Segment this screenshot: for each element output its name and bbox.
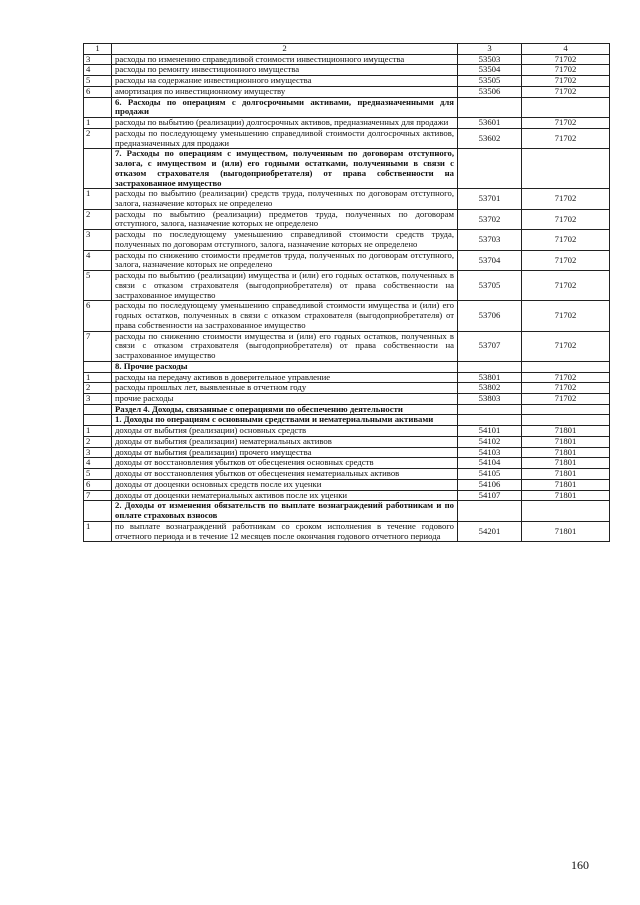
row-account-number: 71702 [522, 271, 610, 301]
row-symbol-code: 53702 [458, 209, 522, 229]
row-account-number: 71702 [522, 209, 610, 229]
header-col-symbol: 3 [458, 44, 522, 55]
row-symbol-code [458, 501, 522, 521]
row-symbol-code: 53703 [458, 230, 522, 250]
row-symbol-code: 53701 [458, 189, 522, 209]
row-account-number: 71801 [522, 521, 610, 541]
table-row [84, 128, 610, 148]
section-heading-text: 2. Доходы от изменения обязательств по выплате вознаграждений работникам и по оплате страховых взносов [112, 501, 458, 521]
table-row [84, 118, 610, 129]
row-description: доходы от восстановления убытков от обесценения нематериальных активов [112, 469, 458, 480]
row-symbol-code: 53705 [458, 271, 522, 301]
row-description: расходы на содержание инвестиционного имущества [112, 76, 458, 87]
row-number [84, 361, 112, 372]
row-number: 5 [84, 271, 112, 301]
row-number: 6 [84, 86, 112, 97]
row-account-number: 71702 [522, 372, 610, 383]
row-number: 1 [84, 426, 112, 437]
row-description: расходы по снижению стоимости предметов труда, полученных по договорам отступного, залога, назначение которых не определено [112, 250, 458, 270]
row-symbol-code: 53707 [458, 331, 522, 361]
row-account-number: 71702 [522, 230, 610, 250]
row-description: расходы прошлых лет, выявленные в отчетном году [112, 383, 458, 394]
section-heading-row [84, 149, 610, 189]
row-number: 1 [84, 372, 112, 383]
row-description: прочие расходы [112, 393, 458, 404]
row-symbol-code [458, 404, 522, 415]
row-symbol-code: 53704 [458, 250, 522, 270]
page-number: 160 [571, 858, 589, 872]
table-body [84, 44, 610, 542]
row-symbol-code: 53503 [458, 54, 522, 65]
row-symbol-code: 53802 [458, 383, 522, 394]
row-description: доходы от восстановления убытков от обесценения основных средств [112, 458, 458, 469]
row-description: доходы от выбытия (реализации) прочего имущества [112, 447, 458, 458]
row-account-number: 71702 [522, 383, 610, 394]
section-heading-text: 7. Расходы по операциям с имуществом, полученным по договорам отступного, залога, с имуществом и (или) его годными остатками, полученными в связи с отказом страхователя (выгодоприобретателя) от права собственности на застрахованное имущество [112, 149, 458, 189]
row-symbol-code [458, 149, 522, 189]
row-number [84, 97, 112, 117]
row-number: 1 [84, 189, 112, 209]
table-row [84, 230, 610, 250]
row-description: расходы по последующему уменьшению справедливой стоимости имущества и (или) его годных остатков, полученных в связи с отказом страхователя (выгодоприобретателя) от права собственности на застрахованное имущество [112, 301, 458, 331]
row-account-number: 71801 [522, 469, 610, 480]
row-description: доходы от выбытия (реализации) основных средств [112, 426, 458, 437]
row-description: расходы на передачу активов в доверительное управление [112, 372, 458, 383]
row-symbol-code: 54103 [458, 447, 522, 458]
table-row [84, 271, 610, 301]
row-symbol-code [458, 415, 522, 426]
row-account-number: 71801 [522, 490, 610, 501]
table-row [84, 447, 610, 458]
row-symbol-code [458, 361, 522, 372]
row-account-number: 71801 [522, 436, 610, 447]
row-symbol-code: 54201 [458, 521, 522, 541]
row-description: расходы по выбытию (реализации) долгосрочных активов, предназначенных для продажи [112, 118, 458, 129]
table-row [84, 521, 610, 541]
row-number [84, 415, 112, 426]
row-description: амортизация по инвестиционному имуществу [112, 86, 458, 97]
section-heading-text: Раздел 4. Доходы, связанные с операциями по обеспечению деятельности [112, 404, 458, 415]
row-symbol-code: 53601 [458, 118, 522, 129]
table-row [84, 372, 610, 383]
row-account-number: 71702 [522, 86, 610, 97]
row-symbol-code: 53801 [458, 372, 522, 383]
row-account-number: 71801 [522, 479, 610, 490]
section-heading-row [84, 97, 610, 117]
row-number [84, 149, 112, 189]
row-account-number: 71702 [522, 301, 610, 331]
row-account-number [522, 149, 610, 189]
row-account-number [522, 97, 610, 117]
row-symbol-code: 54107 [458, 490, 522, 501]
row-symbol-code: 54101 [458, 426, 522, 437]
row-account-number: 71801 [522, 458, 610, 469]
row-description: расходы по выбытию (реализации) имущества и (или) его годных остатков, полученных в связи с отказом страхователя (выгодоприобретателя) от права собственности на застрахованное имущество [112, 271, 458, 301]
row-number: 1 [84, 521, 112, 541]
row-number: 2 [84, 436, 112, 447]
row-symbol-code: 54105 [458, 469, 522, 480]
row-account-number: 71702 [522, 65, 610, 76]
table-row [84, 469, 610, 480]
row-description: расходы по выбытию (реализации) предметов труда, полученных по договорам отступного, залога, назначение которых не определено [112, 209, 458, 229]
table-row [84, 301, 610, 331]
header-col-number: 1 [84, 44, 112, 55]
row-symbol-code: 53505 [458, 76, 522, 87]
row-description: расходы по снижению стоимости имущества и (или) его годных остатков, полученных в связи с отказом страхователя (выгодоприобретателя) от права собственности на застрахованное имущество [112, 331, 458, 361]
row-number: 1 [84, 118, 112, 129]
row-symbol-code: 53506 [458, 86, 522, 97]
row-account-number [522, 361, 610, 372]
section-heading-row [84, 404, 610, 415]
row-account-number: 71702 [522, 189, 610, 209]
row-number: 5 [84, 76, 112, 87]
section-heading-row [84, 361, 610, 372]
row-number: 7 [84, 331, 112, 361]
row-symbol-code: 53602 [458, 128, 522, 148]
table-row [84, 76, 610, 87]
row-symbol-code: 54104 [458, 458, 522, 469]
section-heading-row [84, 501, 610, 521]
document-table [83, 43, 610, 542]
row-number: 4 [84, 250, 112, 270]
row-number: 4 [84, 458, 112, 469]
row-number: 2 [84, 383, 112, 394]
table-row [84, 54, 610, 65]
row-number: 5 [84, 469, 112, 480]
row-account-number: 71702 [522, 393, 610, 404]
table-row [84, 490, 610, 501]
row-account-number [522, 404, 610, 415]
row-symbol-code: 54106 [458, 479, 522, 490]
row-number: 4 [84, 65, 112, 76]
row-symbol-code: 54102 [458, 436, 522, 447]
table-row [84, 250, 610, 270]
row-description: расходы по выбытию (реализации) средств труда, полученных по договорам отступного, залога, назначение которых не определено [112, 189, 458, 209]
section-heading-text: 6. Расходы по операциям с долгосрочными активами, предназначенными для продажи [112, 97, 458, 117]
row-account-number: 71702 [522, 54, 610, 65]
row-account-number: 71801 [522, 426, 610, 437]
row-number [84, 404, 112, 415]
section-heading-text: 1. Доходы по операциям с основными средствами и нематериальными активами [112, 415, 458, 426]
row-account-number [522, 501, 610, 521]
table-row [84, 479, 610, 490]
row-description: доходы от выбытия (реализации) нематериальных активов [112, 436, 458, 447]
table-row [84, 189, 610, 209]
row-description: расходы по ремонту инвестиционного имущества [112, 65, 458, 76]
table-row [84, 436, 610, 447]
table-row [84, 86, 610, 97]
row-number: 2 [84, 209, 112, 229]
row-description: доходы от дооценки основных средств после их уценки [112, 479, 458, 490]
table-row [84, 458, 610, 469]
row-description: доходы от дооценки нематериальных активов после их уценки [112, 490, 458, 501]
row-description: расходы по изменению справедливой стоимости инвестиционного имущества [112, 54, 458, 65]
row-symbol-code [458, 97, 522, 117]
table-row [84, 383, 610, 394]
row-number: 3 [84, 230, 112, 250]
header-col-description: 2 [112, 44, 458, 55]
row-number: 3 [84, 447, 112, 458]
row-account-number: 71702 [522, 128, 610, 148]
table-row [84, 65, 610, 76]
table-row [84, 209, 610, 229]
row-account-number: 71702 [522, 331, 610, 361]
table-row [84, 426, 610, 437]
row-symbol-code: 53504 [458, 65, 522, 76]
header-col-account: 4 [522, 44, 610, 55]
row-account-number [522, 415, 610, 426]
row-number: 7 [84, 490, 112, 501]
table-header-row [84, 44, 610, 55]
row-number: 6 [84, 301, 112, 331]
row-description: расходы по последующему уменьшению справедливой стоимости долгосрочных активов, предназначенных для продажи [112, 128, 458, 148]
table-row [84, 393, 610, 404]
row-account-number: 71702 [522, 118, 610, 129]
section-heading-text: 8. Прочие расходы [112, 361, 458, 372]
row-number: 6 [84, 479, 112, 490]
table-row [84, 331, 610, 361]
section-heading-row [84, 415, 610, 426]
row-number: 3 [84, 393, 112, 404]
row-description: расходы по последующему уменьшению справедливой стоимости средств труда, полученных по договорам отступного, залога, назначение которых не определено [112, 230, 458, 250]
row-description: по выплате вознаграждений работникам со сроком исполнения в течение годового отчетного периода и в течение 12 месяцев после окончания годового отчетного периода [112, 521, 458, 541]
row-account-number: 71801 [522, 447, 610, 458]
row-number: 2 [84, 128, 112, 148]
row-symbol-code: 53803 [458, 393, 522, 404]
row-account-number: 71702 [522, 250, 610, 270]
row-symbol-code: 53706 [458, 301, 522, 331]
row-number: 3 [84, 54, 112, 65]
row-account-number: 71702 [522, 76, 610, 87]
row-number [84, 501, 112, 521]
